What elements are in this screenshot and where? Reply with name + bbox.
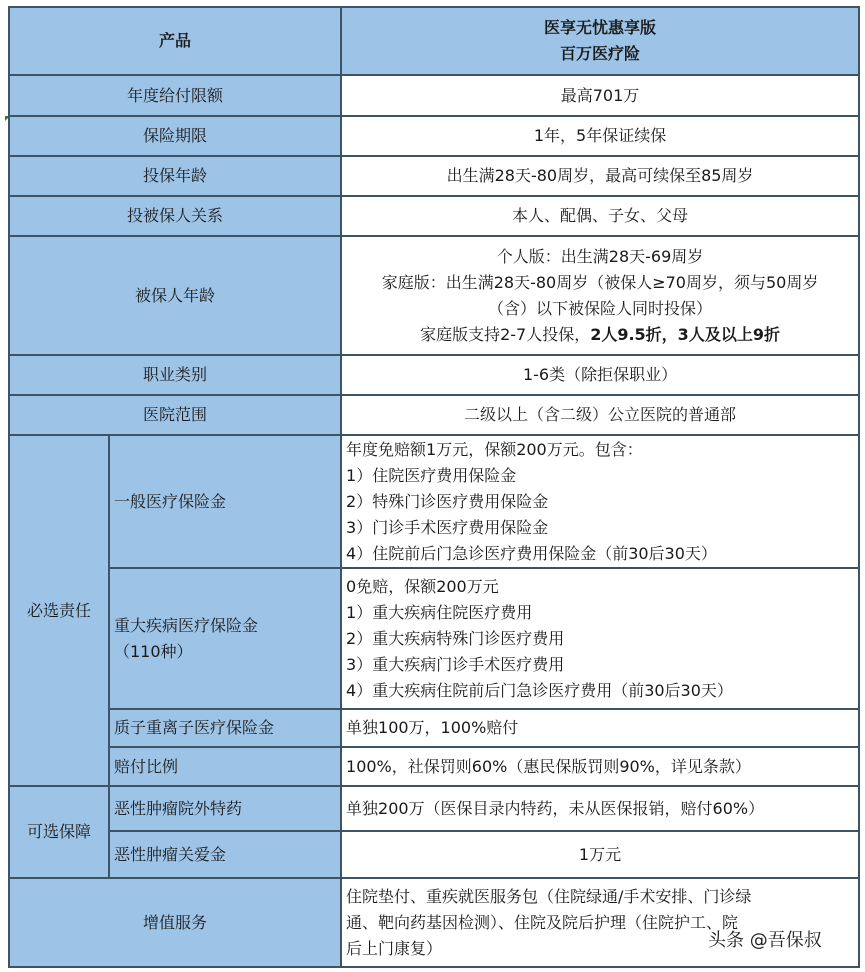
label-line: （110种） [114, 641, 193, 661]
table-row [9, 156, 859, 196]
discount-highlight: 2人9.5折，3人及以上9折 [590, 324, 780, 344]
value-line: 2）特殊门诊医疗费用保险金 [346, 491, 549, 511]
table-row [9, 568, 859, 709]
value-line: 1）住院医疗费用保险金 [346, 465, 517, 485]
value-line: 通、靶向药基因检测）、住院及院后护理（住院护工、院 [346, 912, 739, 932]
table-row [9, 395, 859, 435]
table-row [9, 355, 859, 395]
group-label-required: 必选责任 [9, 435, 109, 786]
table-row [9, 196, 859, 236]
row-value: 本人、配偶、子女、父母 [341, 196, 859, 236]
row-label: 质子重离子医疗保险金 [109, 709, 341, 747]
insurance-comparison-table [8, 6, 860, 968]
table-row [9, 878, 859, 967]
table-row [9, 116, 859, 156]
table-row [9, 786, 859, 831]
row-value [341, 878, 859, 967]
row-value [341, 568, 859, 709]
value-line: 家庭版：出生满28天-80周岁（被保人≥70周岁，须与50周岁 [381, 272, 819, 292]
value-line: 年度免赔额1万元，保额200万元。包含： [346, 439, 643, 459]
row-label: 职业类别 [9, 355, 341, 395]
header-product-name [341, 7, 859, 75]
table-row [9, 236, 859, 355]
value-line: 1）重大疾病住院医疗费用 [346, 602, 533, 622]
value-line: 2）重大疾病特殊门诊医疗费用 [346, 628, 565, 648]
row-value: 100%，社保罚则60%（惠民保版罚则90%，详见条款） [341, 747, 859, 786]
value-line: 0免赔，保额200万元 [346, 576, 499, 596]
row-value: 二级以上（含二级）公立医院的普通部 [341, 395, 859, 435]
row-value: 单独100万，100%赔付 [341, 709, 859, 747]
header-label: 产品 [9, 7, 341, 75]
row-value: 1年，5年保证续保 [341, 116, 859, 156]
table-row [9, 831, 859, 878]
row-label: 一般医疗保险金 [109, 435, 341, 568]
row-label [109, 568, 341, 709]
row-value: 1-6类（除拒保职业） [341, 355, 859, 395]
table-row [9, 435, 859, 568]
value-line: 3）门诊手术医疗费用保险金 [346, 517, 549, 537]
value-line: 住院垫付、重疾就医服务包（住院绿通/手术安排、门诊绿 [346, 886, 752, 906]
row-label: 投被保人关系 [9, 196, 341, 236]
row-value: 单独200万（医保目录内特药，未从医保报销，赔付60%） [341, 786, 859, 831]
value-line: 4）重大疾病住院前后门急诊医疗费用（前30后30天） [346, 680, 733, 700]
row-label: 年度给付限额 [9, 75, 341, 116]
row-label: 医院范围 [9, 395, 341, 435]
row-label: 赔付比例 [109, 747, 341, 786]
table-row [9, 747, 859, 786]
row-value: 出生满28天-80周岁，最高可续保至85周岁 [341, 156, 859, 196]
row-value: 1万元 [341, 831, 859, 878]
group-label-optional: 可选保障 [9, 786, 109, 878]
value-line: 4）住院前后门急诊医疗费用保险金（前30后30天） [346, 543, 717, 563]
row-label: 恶性肿瘤关爱金 [109, 831, 341, 878]
value-line: 个人版：出生满28天-69周岁 [496, 246, 704, 266]
row-label: 保险期限 [9, 116, 341, 156]
row-value-insured-age [341, 236, 859, 355]
row-label: 恶性肿瘤院外特药 [109, 786, 341, 831]
table-row [9, 709, 859, 747]
row-value: 最高701万 [341, 75, 859, 116]
value-line: 后上门康复） [346, 938, 443, 958]
product-name-line2: 百万医疗险 [560, 44, 641, 63]
value-line: 3）重大疾病门诊手术医疗费用 [346, 654, 565, 674]
product-name-line1: 医享无忧惠享版 [544, 18, 657, 37]
watermark: 头条 @吾保叔 [708, 930, 822, 951]
row-value [341, 435, 859, 568]
value-line: （含）以下被保险人同时投保） [488, 298, 713, 318]
discount-prefix: 家庭版支持2-7人投保， [420, 324, 591, 344]
row-label: 被保人年龄 [9, 236, 341, 355]
row-label: 增值服务 [9, 878, 341, 967]
label-line: 重大疾病医疗保险金 [114, 615, 259, 635]
table-header-row [9, 7, 859, 75]
table-row [9, 75, 859, 116]
value-line [346, 322, 854, 348]
row-label: 投保年龄 [9, 156, 341, 196]
